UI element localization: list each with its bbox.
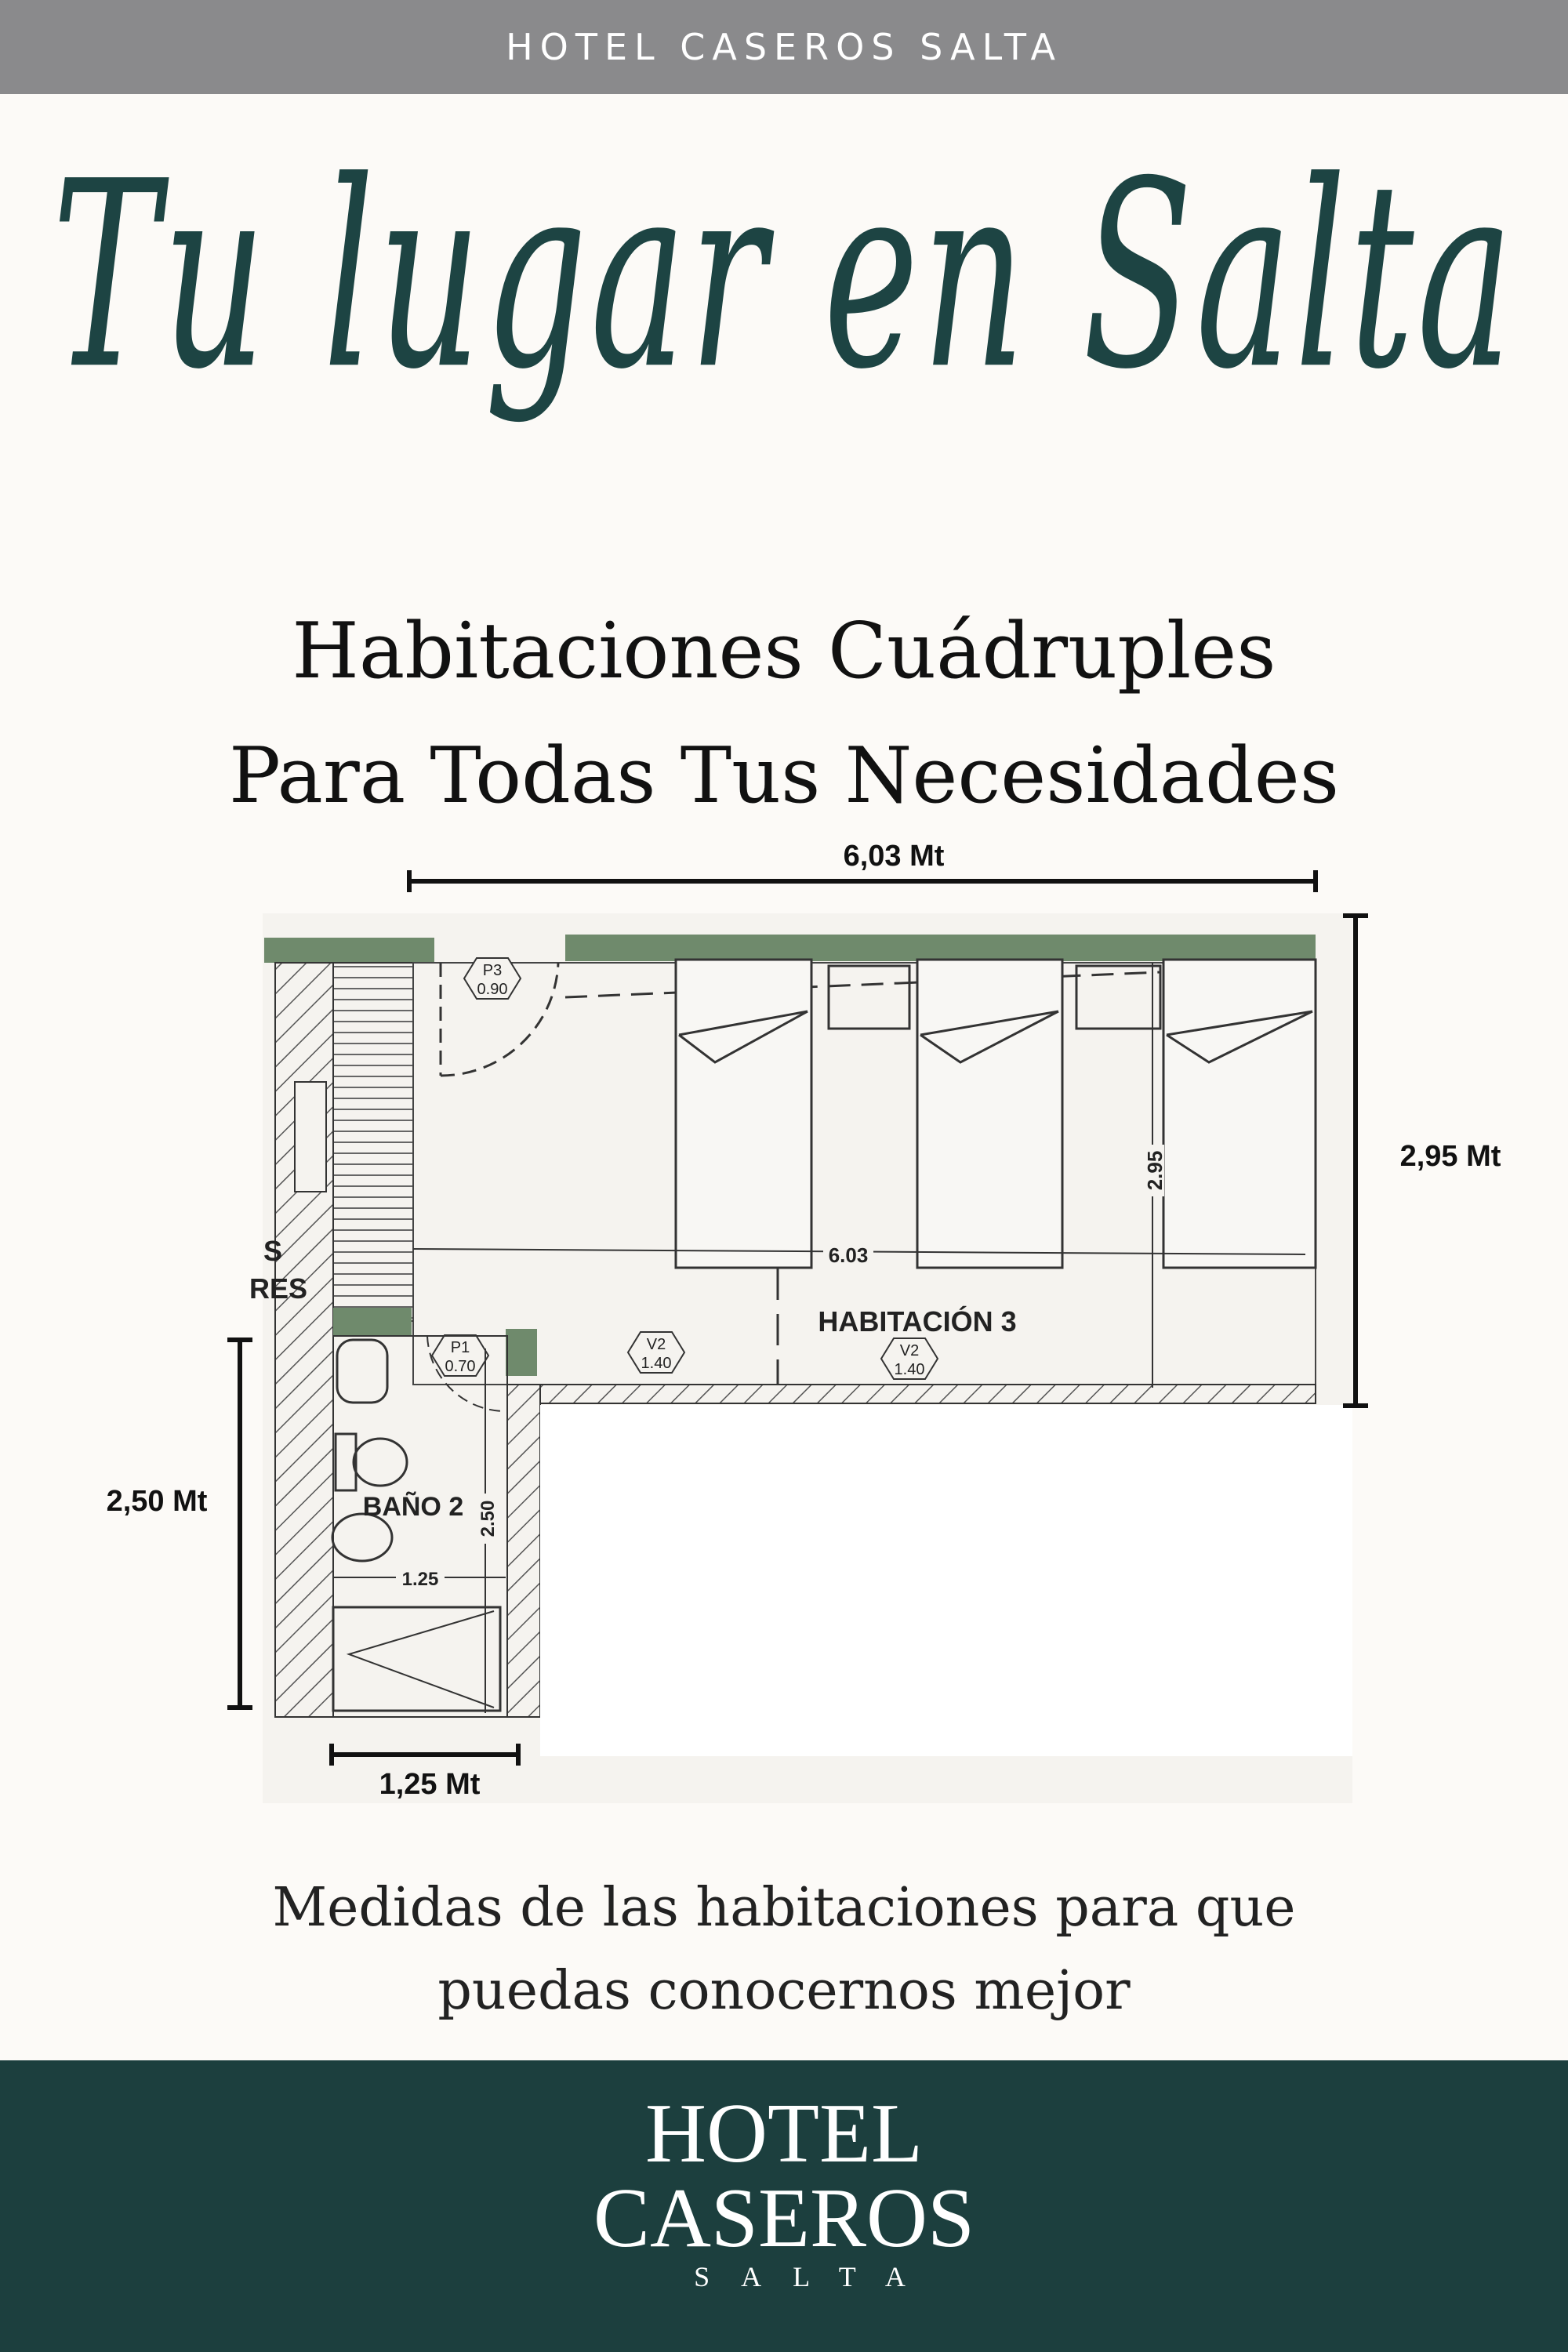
svg-text:V2: V2: [646, 1336, 666, 1353]
partial-label: RES: [249, 1272, 308, 1305]
wall: [565, 935, 1316, 961]
width-dimension: [409, 840, 1316, 892]
svg-text:P3: P3: [482, 962, 503, 979]
stairs: [333, 963, 413, 1321]
bed: [676, 960, 811, 1268]
svg-text:2,50 Mt: 2,50 Mt: [106, 1485, 208, 1518]
subtitle-line-2: Para Todas Tus Necesidades: [228, 731, 1340, 821]
window-tag-v2: [881, 1338, 938, 1379]
bed: [1163, 960, 1316, 1268]
bath-height-dimension: [107, 1340, 252, 1708]
logo-salta: SALTA: [694, 2261, 937, 2292]
svg-text:1.40: 1.40: [894, 1361, 925, 1378]
partial-label: S: [263, 1235, 283, 1267]
caption-line-2: puedas conocernos mejor: [437, 1960, 1131, 2022]
bath-label: BAÑO 2: [362, 1492, 464, 1522]
door-tag-p1: [432, 1335, 488, 1376]
banner-title: HOTEL CASEROS SALTA: [506, 26, 1062, 68]
script-headline: Tu lugar en Salta: [52, 127, 1516, 426]
subtitle-line-1: Habitaciones Cuádruples: [292, 607, 1276, 696]
wall: [264, 938, 434, 963]
inner-height-label: 2.95: [1143, 1150, 1167, 1191]
svg-text:0.70: 0.70: [445, 1358, 476, 1375]
svg-text:2,95 Mt: 2,95 Mt: [1399, 1140, 1501, 1173]
bath-inner-width-label: 1.25: [401, 1569, 439, 1590]
bath-inner-height-label: 2.50: [477, 1500, 499, 1537]
room-label: HABITACIÓN 3: [818, 1305, 1017, 1338]
svg-text:P1: P1: [450, 1339, 470, 1356]
footer-logo-band: [0, 2060, 1568, 2352]
wall-hatched: [275, 963, 333, 1717]
window-tag-v2: [628, 1332, 684, 1373]
svg-text:6,03 Mt: 6,03 Mt: [843, 840, 945, 873]
inner-width-label: 6.03: [828, 1243, 869, 1267]
logo-hotel: HOTEL: [645, 2087, 923, 2180]
svg-text:1,25 Mt: 1,25 Mt: [379, 1768, 481, 1801]
svg-text:1.40: 1.40: [641, 1355, 672, 1372]
door-tag-p3: [464, 958, 521, 999]
bed: [917, 960, 1062, 1268]
logo-caseros: CASEROS: [593, 2172, 975, 2265]
height-dimension: [1343, 916, 1501, 1406]
svg-text:0.90: 0.90: [477, 981, 508, 998]
svg-text:V2: V2: [899, 1342, 920, 1359]
caption-line-1: Medidas de las habitaciones para que: [272, 1877, 1296, 1939]
